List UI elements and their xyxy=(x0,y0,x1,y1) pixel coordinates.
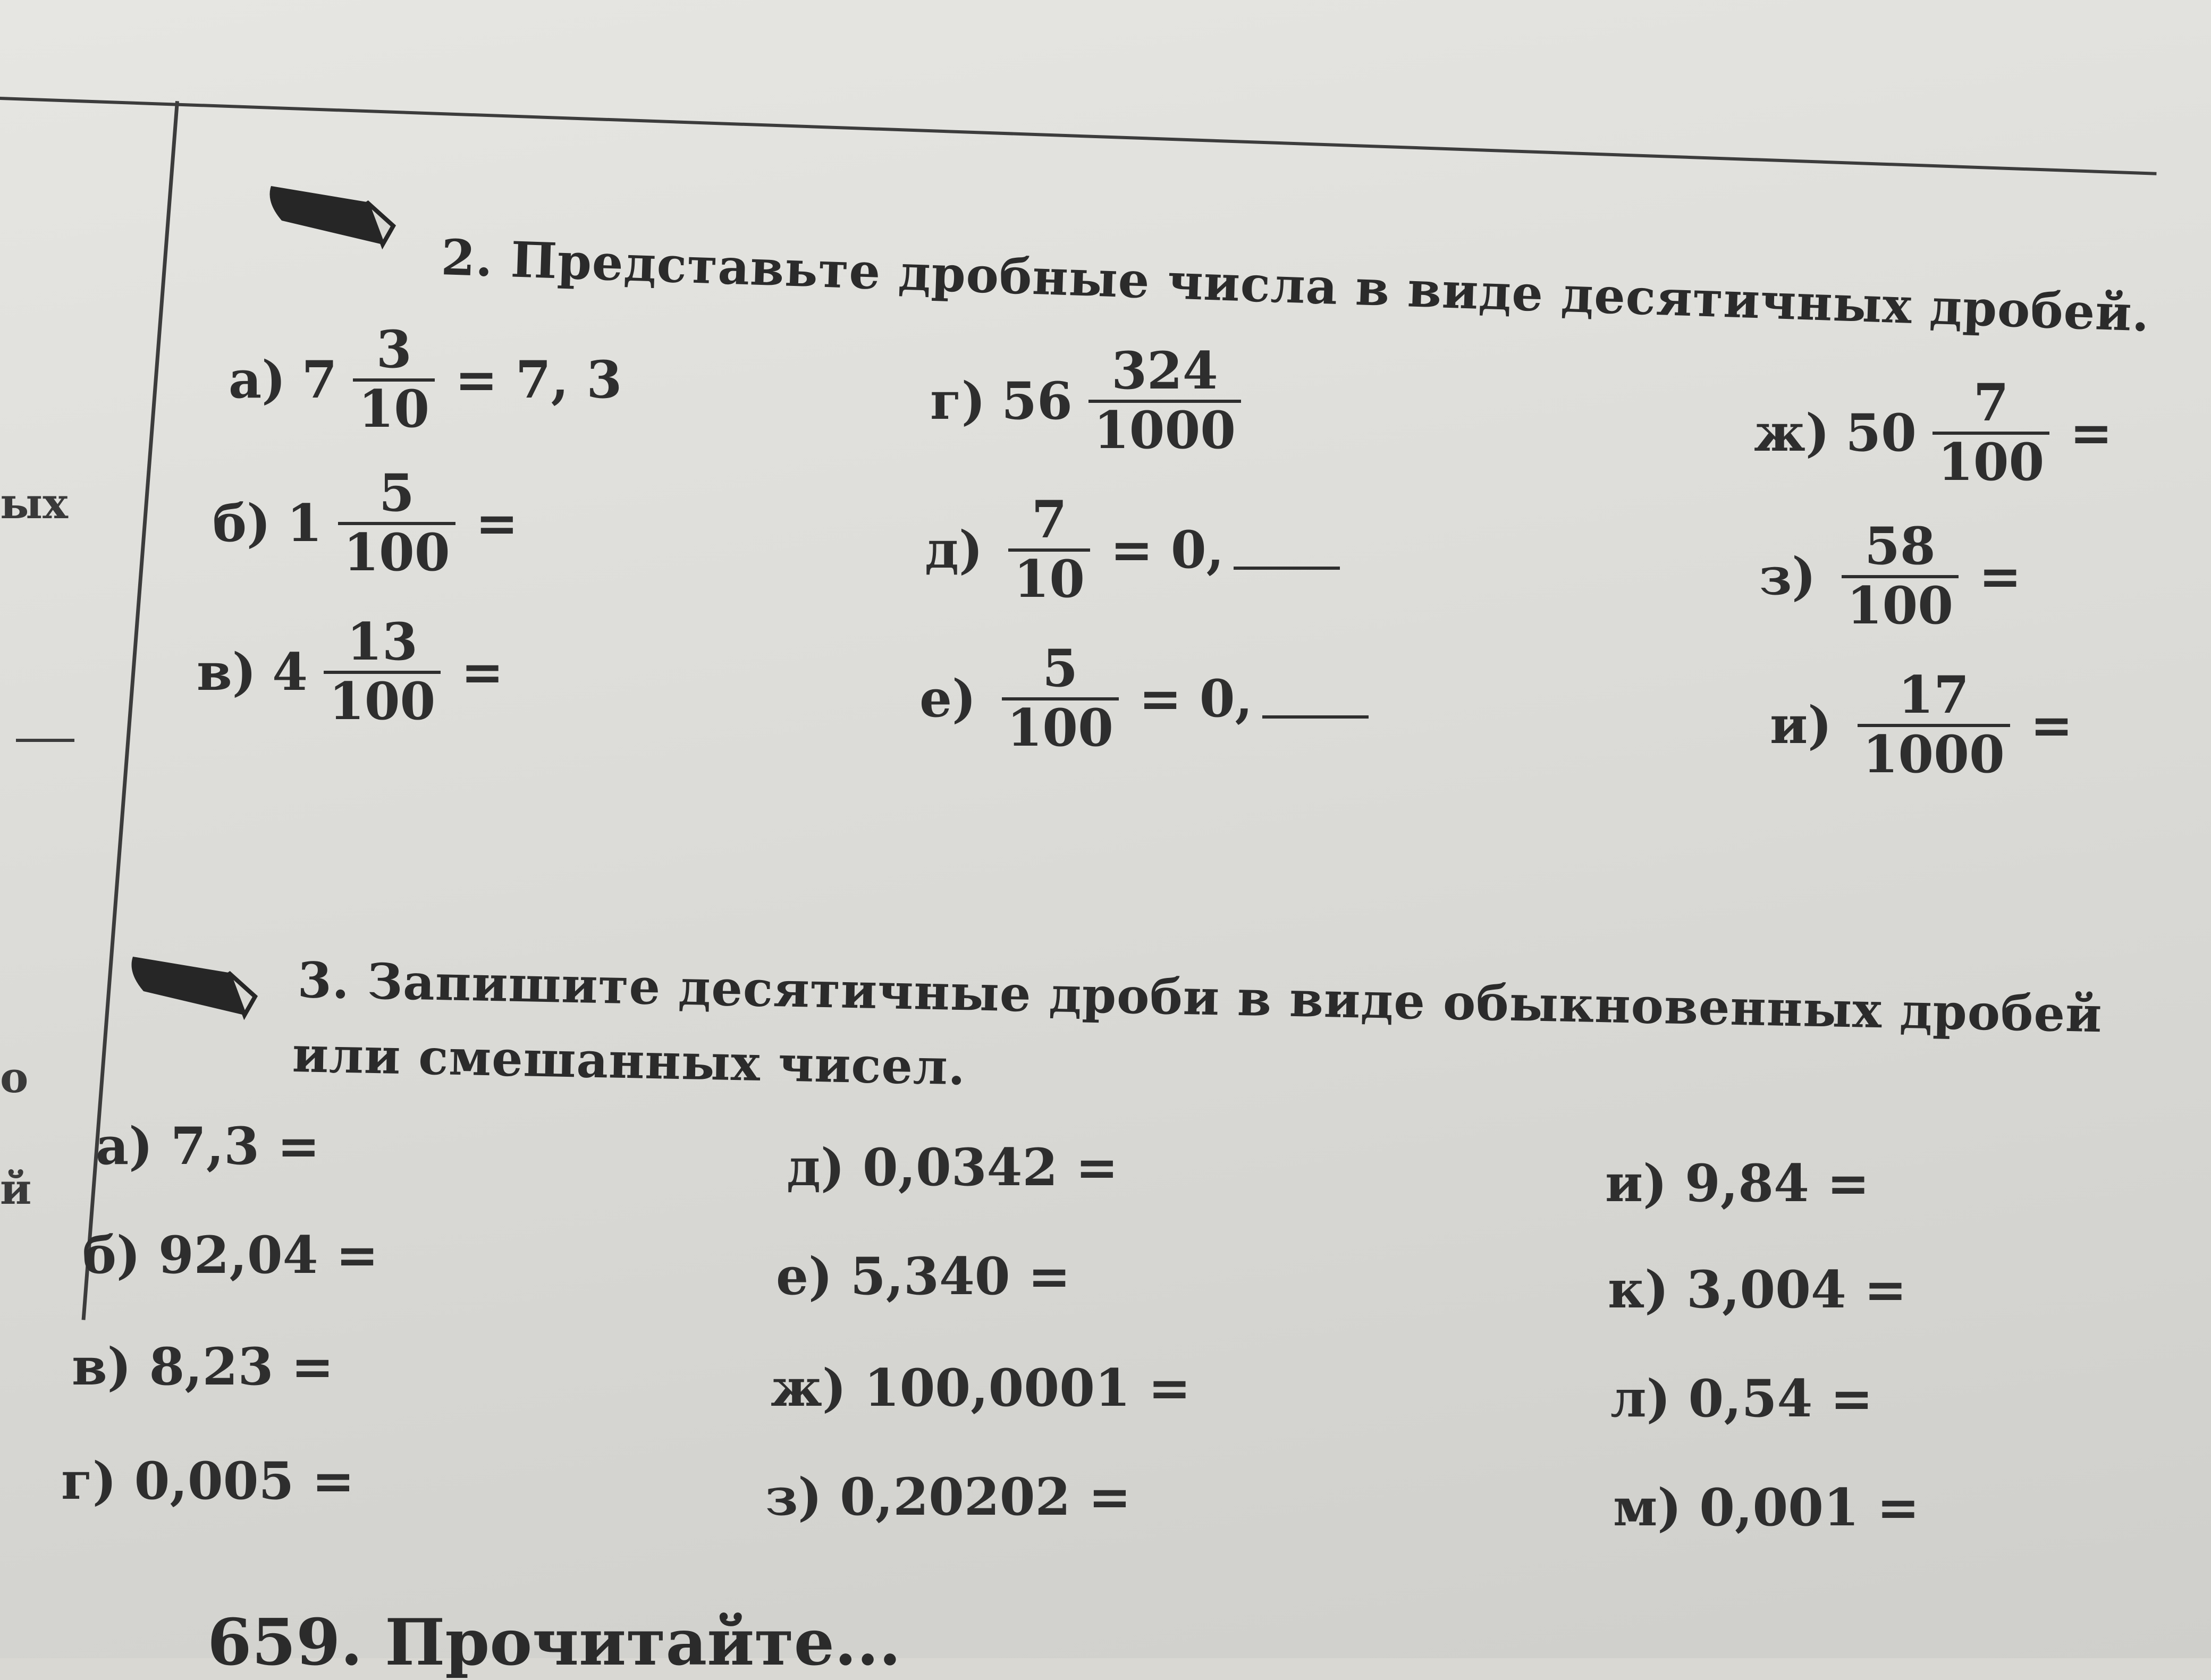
task2-item-zh xyxy=(1754,373,2113,492)
denominator: 100 xyxy=(1932,432,2049,488)
margin-line xyxy=(16,739,74,742)
numerator: 17 xyxy=(1898,665,1970,725)
task2-item-e xyxy=(919,638,1369,758)
task3-item: д) 0,0342 = xyxy=(787,1137,1119,1197)
equals-sign: = xyxy=(475,493,519,553)
denominator: 1000 xyxy=(1088,400,1241,456)
denominator: 100 xyxy=(1842,575,1959,631)
margin-fragment: й xyxy=(0,1164,32,1214)
task2-item-g xyxy=(930,341,1251,460)
item-label: и) xyxy=(1770,695,1832,755)
equals-sign: = xyxy=(2070,402,2113,463)
task3-item: и) 9,84 = xyxy=(1605,1153,1870,1213)
task3-item: е) 5,340 = xyxy=(776,1246,1071,1306)
fraction xyxy=(1002,638,1119,758)
numerator: 13 xyxy=(347,612,418,672)
fraction xyxy=(1932,373,2049,492)
next-task-fragment: 659. Прочитайте... xyxy=(207,1605,901,1680)
item-label: а) xyxy=(229,349,286,410)
item-label: б) xyxy=(213,493,271,553)
task3-item: ж) 100,0001 = xyxy=(771,1358,1191,1418)
pencil-icon xyxy=(122,941,260,1020)
task3-item: к) 3,004 = xyxy=(1608,1260,1907,1320)
numerator: 5 xyxy=(379,463,415,523)
task2-item-v xyxy=(197,612,504,731)
task3-item: з) 0,20202 = xyxy=(765,1467,1132,1527)
numerator: 3 xyxy=(376,319,412,379)
item-label: е) xyxy=(919,668,976,729)
task3-item: в) 8,23 = xyxy=(72,1337,334,1397)
fraction xyxy=(353,319,435,439)
pencil-icon xyxy=(260,170,399,250)
task3-item: а) 7,3 = xyxy=(96,1116,320,1176)
fraction xyxy=(1088,341,1241,460)
task3-item: м) 0,001 = xyxy=(1613,1478,1920,1538)
item-label: з) xyxy=(1759,546,1816,606)
answer-text: = 0, xyxy=(1138,668,1253,729)
task3-title-line1: 3. Запишите десятичные дроби в виде обыкновенных дробей xyxy=(297,951,2103,1044)
margin-fragment: ых xyxy=(0,478,68,528)
task2-item-z xyxy=(1759,516,2022,636)
task2-title: 2. Представьте дробные числа в виде десятичных дробей. xyxy=(440,229,2151,343)
numerator: 7 xyxy=(1973,373,2009,433)
numerator: 58 xyxy=(1864,516,1936,576)
denominator: 100 xyxy=(1002,697,1119,754)
answer-text: = 0, xyxy=(1110,519,1225,580)
fraction xyxy=(338,463,455,582)
fraction xyxy=(1858,665,2010,784)
denominator: 1000 xyxy=(1858,724,2010,780)
whole-part: 1 xyxy=(286,493,323,553)
fraction xyxy=(1008,489,1090,609)
item-label: в) xyxy=(197,641,257,702)
numerator: 324 xyxy=(1111,341,1218,401)
task2-item-i xyxy=(1770,665,2073,784)
answer-text: = 7, 3 xyxy=(455,349,622,410)
whole-part: 56 xyxy=(1001,370,1073,431)
denominator: 100 xyxy=(324,671,441,727)
answer-blank[interactable] xyxy=(1262,678,1369,719)
item-label: г) xyxy=(930,370,986,431)
task2-item-a xyxy=(229,319,622,439)
equals-sign: = xyxy=(2030,695,2073,755)
task2-item-b xyxy=(213,463,519,582)
whole-part: 4 xyxy=(272,641,308,702)
denominator: 10 xyxy=(353,378,435,435)
equals-sign: = xyxy=(1979,546,2022,606)
equals-sign: = xyxy=(461,641,504,702)
item-label: д) xyxy=(925,519,983,580)
task3-item: г) 0,005 = xyxy=(61,1451,355,1511)
frame-top-line xyxy=(0,97,2157,175)
fraction xyxy=(324,612,441,731)
task3-title-line2: или смешанных чисел. xyxy=(291,1026,966,1096)
task3-item: л) 0,54 = xyxy=(1610,1369,1874,1429)
item-label: ж) xyxy=(1754,402,1830,463)
answer-blank[interactable] xyxy=(1234,529,1340,570)
denominator: 10 xyxy=(1008,548,1090,605)
margin-fragment: о xyxy=(0,1052,29,1102)
whole-part: 50 xyxy=(1845,402,1917,463)
task2-item-d xyxy=(925,489,1340,609)
whole-part: 7 xyxy=(301,349,337,410)
denominator: 100 xyxy=(338,522,455,578)
numerator: 7 xyxy=(1031,489,1067,550)
fraction xyxy=(1842,516,1959,636)
numerator: 5 xyxy=(1042,638,1078,698)
task3-item: б) 92,04 = xyxy=(82,1225,379,1285)
